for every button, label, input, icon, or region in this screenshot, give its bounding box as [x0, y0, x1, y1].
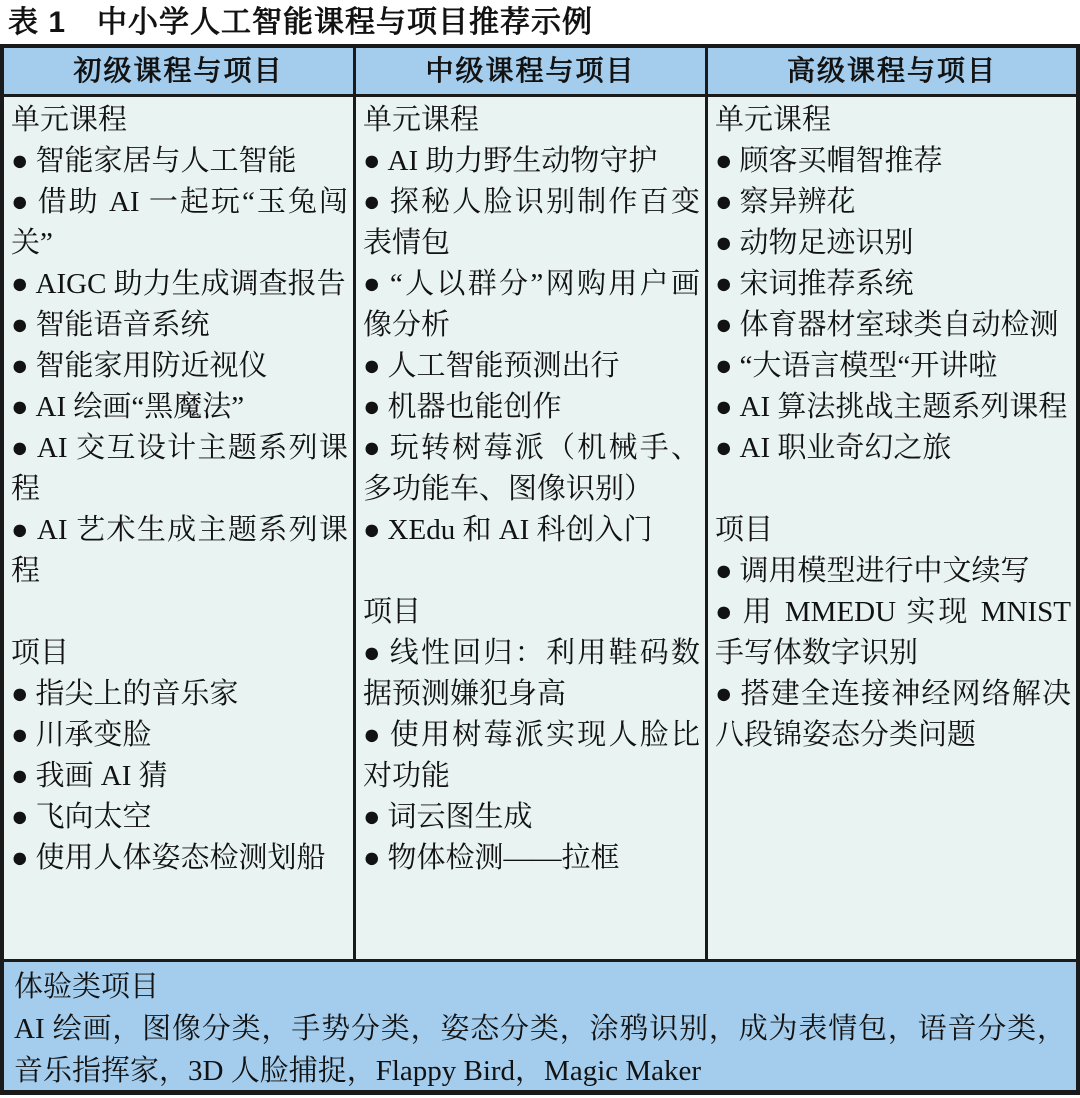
line-text: 察异辨花: [739, 186, 856, 218]
bullet-icon: ●: [363, 350, 381, 382]
cell-line: [363, 592, 700, 633]
cell-line: [715, 223, 1071, 264]
line-text: 川承变脸: [35, 719, 152, 751]
cell-line: [11, 838, 348, 879]
bullet-icon: ●: [363, 391, 381, 423]
line-text: 调用模型进行中文续写: [739, 555, 1030, 587]
page-title: 表 1 中小学人工智能课程与项目推荐示例: [8, 6, 594, 39]
advanced-column-cell: [708, 97, 1076, 959]
cell-line: [715, 305, 1071, 346]
line-text: 探秘人脸识别制作百变表情包: [363, 186, 700, 259]
line-text: 人工智能预测出行: [387, 350, 620, 382]
bullet-icon: ●: [363, 637, 383, 669]
line-text: AI 艺术生成主题系列课程: [11, 514, 348, 587]
bullet-icon: ●: [11, 391, 29, 423]
cell-line: [11, 510, 348, 592]
bullet-icon: ●: [11, 309, 29, 341]
cell-line: [11, 756, 348, 797]
header-cell-beginner: 初级课程与项目: [4, 48, 356, 94]
line-text: 单元课程: [11, 104, 128, 136]
experience-projects-cell: [4, 959, 1076, 1090]
table-body-row: [4, 97, 1076, 959]
experience-projects-label: 体验类项目: [14, 971, 160, 1003]
bullet-icon: ●: [11, 760, 29, 792]
line-text: 使用人体姿态检测划船: [35, 842, 326, 874]
bullet-icon: ●: [11, 186, 31, 218]
line-text: 项目: [363, 596, 422, 628]
cell-line: [715, 551, 1071, 592]
cell-line: [363, 633, 700, 715]
bullet-icon: ●: [11, 145, 29, 177]
line-text: 智能家居与人工智能: [35, 145, 297, 177]
cell-line: [363, 797, 700, 838]
beginner-column-cell: [4, 97, 356, 959]
bullet-icon: ●: [11, 719, 29, 751]
cell-line: [715, 182, 1071, 223]
bullet-icon: ●: [715, 309, 733, 341]
cell-line: [11, 387, 348, 428]
cell-line: [11, 182, 348, 264]
cell-line: [715, 346, 1071, 387]
cell-line: [363, 715, 700, 797]
header-cell-intermediate: 中级课程与项目: [356, 48, 708, 94]
line-text: 指尖上的音乐家: [35, 678, 239, 710]
line-text: 智能语音系统: [35, 309, 210, 341]
bullet-icon: ●: [715, 432, 733, 464]
cell-line: [715, 387, 1071, 428]
cell-line: [363, 428, 700, 510]
line-text: 顾客买帽智推荐: [739, 145, 943, 177]
line-text: AI 助力野生动物守护: [387, 145, 658, 177]
bullet-icon: ●: [715, 268, 733, 300]
cell-line: [11, 633, 348, 674]
cell-line: [11, 346, 348, 387]
bullet-icon: ●: [715, 145, 733, 177]
header-cell-advanced: 高级课程与项目: [786, 55, 997, 86]
line-text: 我画 AI 猜: [35, 760, 168, 792]
cell-line: [11, 305, 348, 346]
bullet-icon: ●: [363, 268, 383, 300]
line-text: 动物足迹识别: [739, 227, 914, 259]
line-text: 线性回归：利用鞋码数据预测嫌犯身高: [363, 637, 700, 710]
bullet-icon: ●: [715, 678, 734, 710]
bullet-icon: ●: [363, 719, 383, 751]
line-text: 飞向太空: [35, 801, 152, 833]
bullet-icon: ●: [11, 432, 30, 464]
bullet-icon: ●: [11, 842, 29, 874]
bullet-icon: ●: [363, 186, 383, 218]
bullet-icon: ●: [363, 801, 381, 833]
cell-line: [363, 100, 700, 141]
cell-line: [11, 264, 348, 305]
cell-line: [11, 592, 348, 633]
bullet-icon: ●: [715, 186, 733, 218]
cell-line: [11, 715, 348, 756]
cell-line: [11, 428, 348, 510]
bullet-icon: ●: [715, 227, 733, 259]
line-text: 词云图生成: [387, 801, 533, 833]
line-text: 用 MMEDU 实现 MNIST 手写体数字识别: [715, 596, 1071, 669]
bullet-icon: ●: [11, 268, 29, 300]
cell-line: [11, 674, 348, 715]
line-text: XEdu 和 AI 科创入门: [387, 514, 653, 546]
line-text: 借助 AI 一起玩“玉兔闯关”: [11, 186, 348, 259]
line-text: “人以群分”网购用户画像分析: [363, 268, 700, 341]
line-text: AIGC 助力生成调查报告: [35, 268, 346, 300]
bullet-icon: ●: [11, 514, 30, 546]
cell-line: [715, 674, 1071, 756]
line-text: AI 职业奇幻之旅: [739, 432, 952, 464]
line-text: 物体检测——拉框: [387, 842, 620, 874]
cell-line: [715, 592, 1071, 674]
bullet-icon: ●: [715, 596, 736, 628]
table-header-row: [4, 48, 1076, 97]
cell-line: [11, 797, 348, 838]
bullet-icon: ●: [11, 801, 29, 833]
cell-line: [11, 141, 348, 182]
cell-line: [715, 469, 1071, 510]
bullet-icon: ●: [363, 145, 381, 177]
line-text: 单元课程: [363, 104, 480, 136]
bullet-icon: ●: [715, 391, 733, 423]
bullet-icon: ●: [715, 350, 733, 382]
line-text: 机器也能创作: [387, 391, 562, 423]
cell-line: [715, 510, 1071, 551]
courses-table: [0, 44, 1080, 1095]
bullet-icon: ●: [11, 678, 29, 710]
line-text: AI 交互设计主题系列课程: [11, 432, 348, 505]
line-text: 项目: [715, 514, 774, 546]
bullet-icon: ●: [363, 432, 383, 464]
line-text: “大语言模型“开讲啦: [739, 350, 998, 382]
line-text: 使用树莓派实现人脸比对功能: [363, 719, 700, 792]
cell-line: [363, 387, 700, 428]
intermediate-column-cell: [356, 97, 708, 959]
line-text: 智能家用防近视仪: [35, 350, 268, 382]
cell-line: [11, 100, 348, 141]
cell-line: [363, 141, 700, 182]
line-text: 单元课程: [715, 104, 832, 136]
line-text: 玩转树莓派（机械手、多功能车、图像识别）: [363, 432, 700, 505]
bullet-icon: ●: [11, 350, 29, 382]
experience-projects-text: AI 绘画，图像分类，手势分类，姿态分类，涂鸦识别，成为表情包，语音分类，音乐指挥家，3D 人脸捕捉，Flappy Bird，Magic Maker: [14, 1013, 1066, 1087]
line-text: 搭建全连接神经网络解决八段锦姿态分类问题: [715, 678, 1071, 751]
bullet-icon: ●: [715, 555, 733, 587]
bullet-icon: ●: [363, 842, 381, 874]
cell-line: [363, 346, 700, 387]
line-text: 宋词推荐系统: [739, 268, 914, 300]
cell-line: [363, 182, 700, 264]
cell-line: [363, 838, 700, 879]
line-text: AI 绘画“黑魔法”: [35, 391, 245, 423]
line-text: 项目: [11, 637, 70, 669]
cell-line: [363, 510, 700, 551]
cell-line: [715, 100, 1071, 141]
cell-line: [715, 428, 1071, 469]
cell-line: [363, 264, 700, 346]
line-text: 体育器材室球类自动检测: [739, 309, 1059, 341]
bullet-icon: ●: [363, 514, 381, 546]
cell-line: [715, 141, 1071, 182]
line-text: AI 算法挑战主题系列课程: [739, 391, 1068, 423]
cell-line: [715, 264, 1071, 305]
cell-line: [363, 551, 700, 592]
